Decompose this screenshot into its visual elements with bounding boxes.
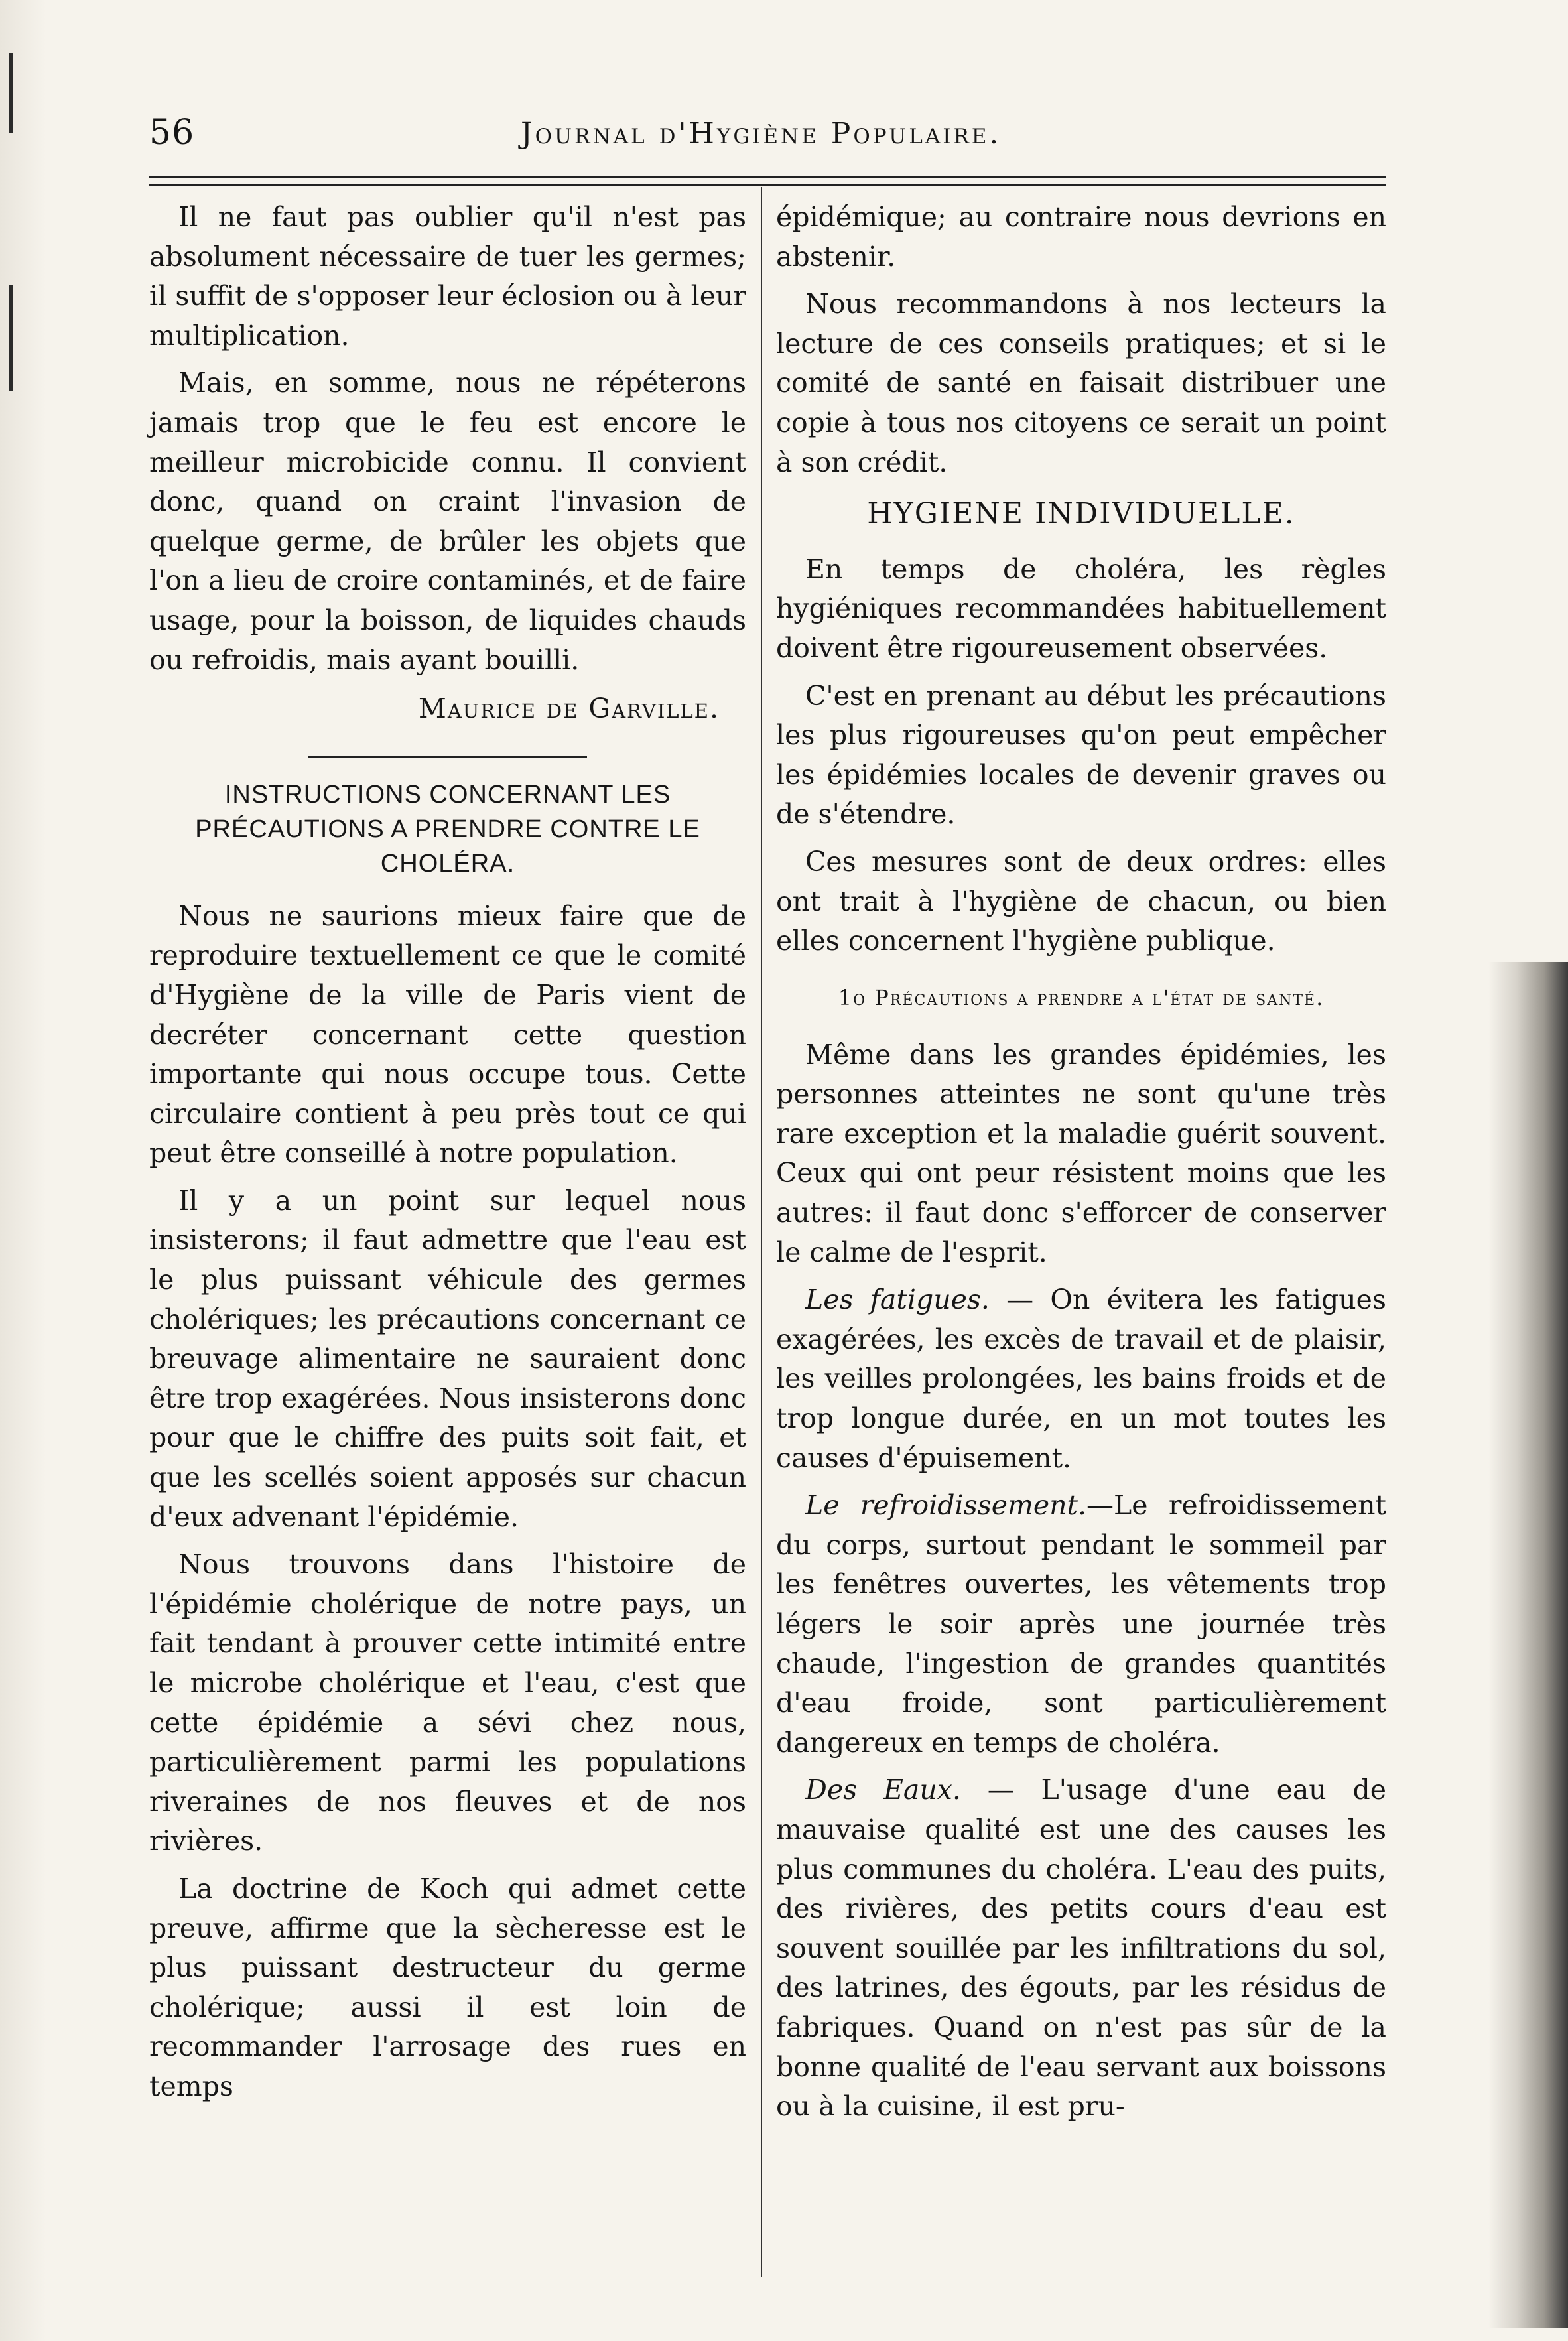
paragraph-lead: Les fatigues. (805, 1284, 990, 1316)
header-rule (149, 184, 1386, 186)
paragraph: Mais, en somme, nous ne répéterons jamais trop que le feu est encore le meilleur microbicide connu. Il convient donc, quand on craint l'invasion de quelque germe, de brûler les objets que l'on a lieu de croire contaminés, et de faire usage, pour la boisson, de liquides chauds ou refroidis, mais ayant bouilli. (149, 367, 746, 676)
scan-right-edge (1488, 962, 1568, 2328)
paragraph: Il y a un point sur lequel nous insisterons; il faut admettre que l'eau est le plus puissant véhicule des germes cholériques; les précautions concernant ce breuvage alimentaire ne sauraient donc être trop exagérées. Nous insisterons donc pour que le chiffre des puits soit fait, et que les scellés soient apposés sur chacun d'eux advenant l'épidémie. (149, 1184, 746, 1533)
paragraph: Nous recommandons à nos lecteurs la lecture de ces conseils pratiques; et si le comité de santé en faisait distribuer une copie à tous nos citoyens ce serait un point à son crédit. (776, 288, 1386, 478)
author-signature: Maurice de Garville. (418, 693, 720, 725)
paragraph (776, 1771, 1386, 2126)
left-column (149, 198, 746, 2115)
paragraph (776, 1280, 1386, 1478)
article-title: INSTRUCTIONS CONCERNANT LES PRÉCAUTIONS A PRENDRE CONTRE LE CHOLÉRA. (195, 780, 700, 878)
scan-mark (9, 53, 13, 133)
article-separator (308, 756, 587, 758)
paragraph-body: —Le refroidissement du corps, surtout pendant le sommeil par les fenêtres ouvertes, les vêtements trop légers le soir après une journée très chaude, l'ingestion de grandes quantités d'eau froide, sont particulièrement dangereux en temps de choléra. (776, 1489, 1386, 1759)
paragraph: Même dans les grandes épidémies, les personnes atteintes ne sont qu'une très rare exception et la maladie guérit souvent. Ceux qui ont peur résistent moins que les autres: il faut donc s'efforcer de conserver le calme de l'esprit. (776, 1038, 1386, 1268)
paragraph-lead: Le refroidissement. (805, 1489, 1087, 1522)
paragraph-body: — L'usage d'une eau de mauvaise qualité est une des causes les plus communes du choléra. L'eau des puits, des rivières, des petits cours d'eau est souvent souillée par les infiltrations du sol, des latrines, des égouts, par les résidus de fabriques. Quand on n'est pas sûr de la bonne qualité de l'eau servant aux boissons ou à la cuisine, il est pru- (776, 1774, 1386, 2123)
paragraph-body: — On évitera les fatigues exagérées, les excès de travail et de plaisir, les veilles prolongées, les bains froids et de trop longue durée, en un mot toutes les causes d'épuisement. (776, 1284, 1386, 1474)
page-number: 56 (149, 113, 195, 153)
paragraph: En temps de choléra, les règles hygiéniques recommandées habituellement doivent être rigoureusement observées. (776, 553, 1386, 664)
column-divider (761, 187, 762, 2277)
header-rule (149, 176, 1386, 178)
subsection-title-text: 1o Précautions a prendre a l'état de santé. (838, 984, 1325, 1010)
paragraph: La doctrine de Koch qui admet cette preuve, affirme que la sècheresse est le plus puissant destructeur du germe cholérique; aussi il est loin de recommander l'arrosage des rues en temps (149, 1872, 746, 2102)
subsection-title (776, 980, 1386, 1016)
paragraph (776, 1486, 1386, 1763)
scan-mark (9, 285, 13, 391)
paragraph: épidémique; au contraire nous devrions en abstenir. (776, 201, 1386, 273)
paragraph: Il ne faut pas oublier qu'il n'est pas absolument nécessaire de tuer les germes; il suffit de s'opposer leur éclosion ou à leur multiplication. (149, 201, 746, 352)
running-title: Journal d'Hygiène Populaire. (521, 117, 1002, 151)
page-header (149, 113, 1386, 166)
paragraph-lead: Des Eaux. (805, 1774, 961, 1806)
right-column (776, 198, 1386, 2135)
paragraph: C'est en prenant au début les précautions les plus rigoureuses qu'on peut empêcher les épidémies locales de devenir graves ou de s'étendre. (776, 679, 1386, 831)
paragraph: Nous ne saurions mieux faire que de reproduire textuellement ce que le comité d'Hygiène de la ville de Paris vient de decréter concernant cette question importante qui nous occupe tous. Cette circulaire contient à peu près tout ce qui peut être conseillé à notre population. (149, 900, 746, 1170)
scan-left-edge (0, 0, 46, 2341)
paragraph: Nous trouvons dans l'histoire de l'épidémie cholérique de notre pays, un fait tendant à prouver cette intimité entre le microbe cholérique et l'eau, c'est que cette épidémie a sévi chez nous, particulièrement parmi les populations riveraines de nos fleuves et de nos rivières. (149, 1548, 746, 1857)
section-title: HYGIENE INDIVIDUELLE. (867, 497, 1295, 531)
paragraph: Ces mesures sont de deux ordres: elles ont trait à l'hygiène de chacun, ou bien elles concernent l'hygiène publique. (776, 845, 1386, 957)
journal-page (149, 113, 1386, 2282)
